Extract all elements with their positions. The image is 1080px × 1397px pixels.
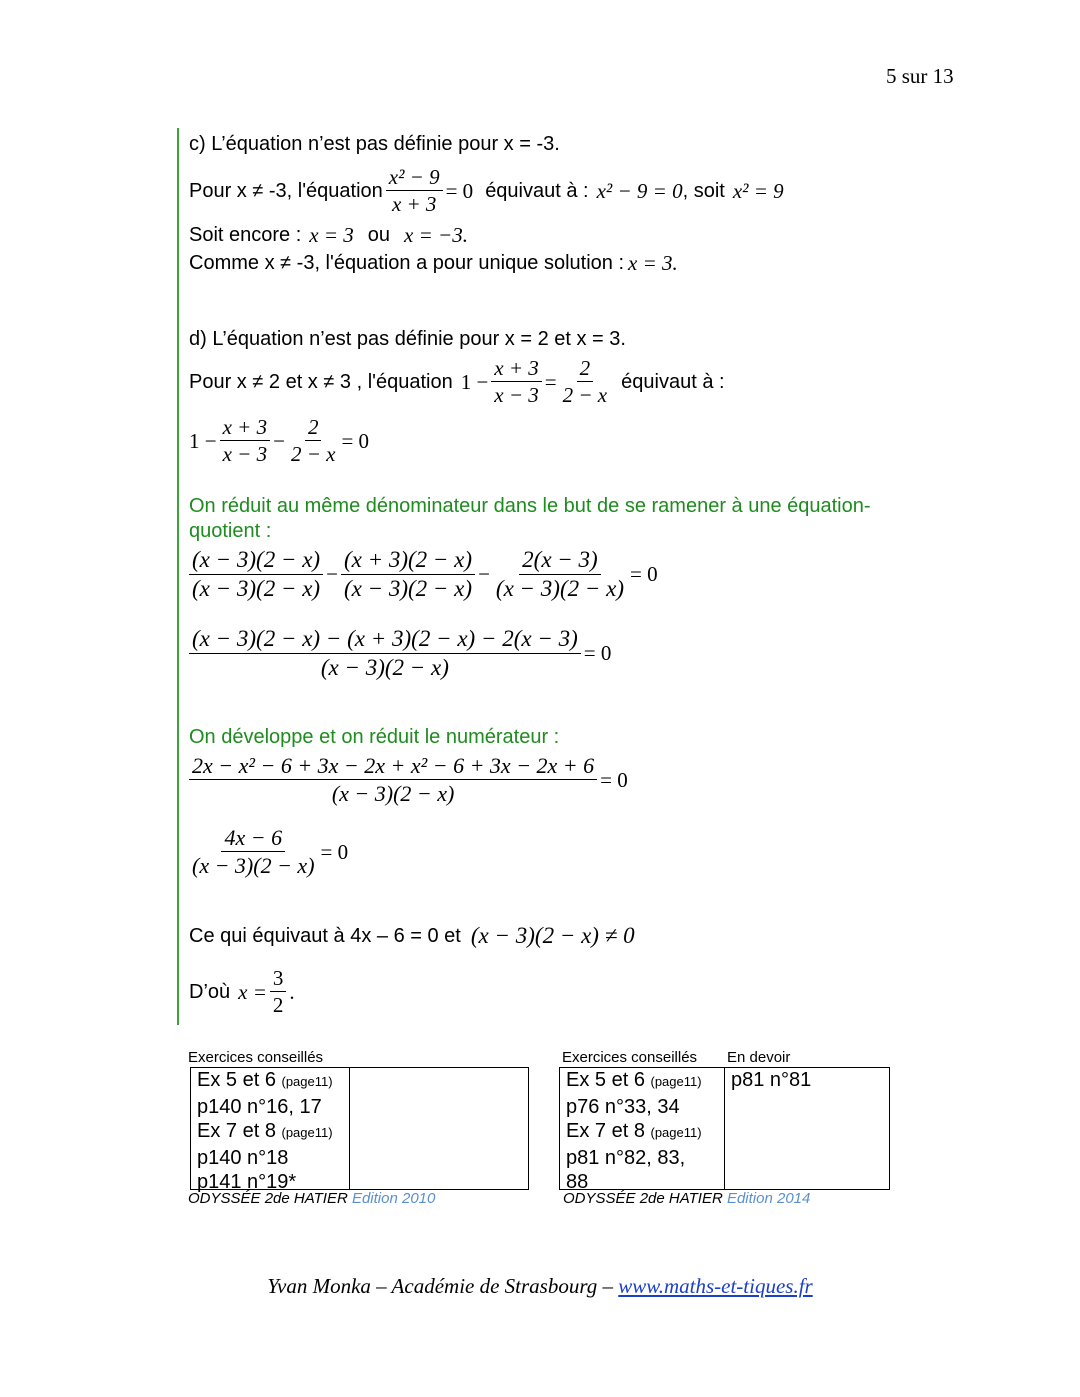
text: Edition 2010 (351, 1190, 436, 1207)
text: Ex 5 et 6 (566, 1069, 645, 1091)
math: x² = 9 (732, 178, 784, 203)
numerator: 2 (577, 356, 594, 382)
text: Ex 7 et 8 (197, 1120, 276, 1142)
text: Soit encore : (189, 224, 302, 246)
footer (0, 1274, 1080, 1299)
denominator: (x − 3)(2 − x) (331, 781, 455, 807)
text: (page11) (281, 1125, 333, 1140)
green-note-2: quotient : (189, 520, 272, 542)
text: Comme x ≠ -3, l'équation a pour unique solution : (189, 252, 625, 274)
math: = 0 (341, 428, 370, 453)
math: = 0 (600, 767, 628, 792)
math: = 0 (630, 562, 658, 587)
denominator: x + 3 (391, 192, 437, 217)
text: (page11) (281, 1074, 333, 1089)
exercise-item: p81 n°82, 83, (566, 1146, 686, 1169)
fraction (189, 625, 581, 682)
numerator: (x − 3)(2 − x) (189, 546, 323, 575)
math: − (478, 562, 490, 587)
exercise-item (560, 1068, 724, 1095)
numerator: 3 (270, 966, 287, 992)
c-line3 (189, 223, 468, 248)
math: = 0 (583, 641, 612, 666)
page-number: 5 sur 13 (886, 64, 954, 88)
numerator: 2 (305, 415, 322, 441)
fraction (220, 415, 271, 467)
green-note-3: On développe et on réduit le numérateur : (189, 726, 560, 748)
d-line3 (189, 415, 369, 467)
numerator: (x − 3)(2 − x) − (x + 3)(2 − x) − 2(x − 3) (189, 625, 581, 654)
math: − (326, 562, 338, 587)
exercise-item (191, 1119, 349, 1146)
math: = (544, 369, 557, 394)
numerator: 2(x − 3) (519, 546, 601, 575)
denominator: (x − 3)(2 − x) (192, 575, 321, 601)
math: x² − 9 = 0 (596, 178, 683, 203)
table2-source (563, 1190, 810, 1207)
fraction (493, 546, 627, 603)
numerator: 2x − x² − 6 + 3x − 2x + x² − 6 + 3x − 2x + 6 (189, 753, 597, 780)
text: ODYSSÉE 2de HATIER (563, 1190, 723, 1207)
numerator: (x + 3)(2 − x) (341, 546, 475, 575)
fraction (491, 356, 542, 408)
denominator: 2 − x (290, 442, 336, 467)
denominator: 2 − x (562, 383, 608, 408)
table2-header2: En devoir (727, 1049, 791, 1066)
denominator: 2 (272, 993, 284, 1018)
table1-source (188, 1190, 435, 1207)
table2-header: Exercices conseillés (562, 1049, 698, 1066)
math: x = 3 (309, 223, 354, 247)
fraction (341, 546, 475, 603)
margin-bar (177, 128, 179, 1025)
denominator: x − 3 (494, 383, 539, 408)
fraction (189, 825, 318, 880)
text: D’où (189, 980, 231, 1003)
empty-column (350, 1068, 528, 1189)
d-line5 (186, 625, 611, 682)
text: Pour x ≠ 2 et x ≠ 3 , l'équation (189, 370, 453, 393)
exercise-item: p140 n°18 (197, 1146, 289, 1169)
text: ODYSSÉE 2de HATIER (188, 1190, 348, 1207)
exercise-item: 88 (566, 1171, 589, 1193)
d-heading: d) L’équation n’est pas définie pour x = 2 et x = 3. (189, 328, 626, 350)
math: x = 3. (628, 251, 678, 275)
c-heading: c) L’équation n’est pas définie pour x = -3. (189, 133, 560, 155)
text: Pour x ≠ -3, l'équation (189, 179, 383, 202)
text: (page11) (650, 1074, 702, 1089)
math: = 0 (320, 839, 349, 864)
text: Edition 2014 (726, 1190, 811, 1207)
website-link[interactable]: www.maths-et-tiques.fr (618, 1274, 813, 1298)
text: , soit (682, 179, 725, 202)
denominator: (x − 3)(2 − x) (343, 575, 473, 601)
numerator: 4x − 6 (221, 825, 285, 852)
d-line9 (189, 966, 295, 1018)
math: = 0 (445, 178, 474, 203)
exercise-item (560, 1119, 724, 1146)
text: Ex 5 et 6 (197, 1069, 276, 1091)
d-line6 (186, 753, 628, 808)
d-line7 (186, 825, 348, 880)
fraction (270, 966, 287, 1018)
denominator: x − 3 (222, 442, 268, 467)
text: Ex 7 et 8 (566, 1120, 645, 1142)
exercises-table-2014 (559, 1067, 890, 1193)
text: ou (367, 224, 391, 246)
numerator: x² − 9 (386, 165, 443, 191)
d-line4 (186, 546, 658, 603)
fraction (288, 415, 339, 467)
math: 1 − (189, 428, 217, 453)
text: Ce qui équivaut à 4x – 6 = 0 et (189, 924, 461, 947)
numerator: x + 3 (491, 356, 542, 382)
math: x = (238, 979, 267, 1004)
exercise-item: p141 n°19* (197, 1171, 297, 1193)
fraction (386, 165, 443, 217)
table1-header: Exercices conseillés (188, 1049, 324, 1066)
denominator: (x − 3)(2 − x) (320, 654, 449, 680)
c-line4 (189, 251, 678, 276)
numerator: x + 3 (220, 415, 271, 441)
exercises-table-2010 (190, 1067, 529, 1193)
math: − (273, 428, 285, 453)
exercise-item: p76 n°33, 34 (566, 1095, 680, 1118)
exercises-column (560, 1068, 725, 1193)
d-line2 (189, 356, 725, 408)
math: . (289, 979, 295, 1004)
homework-column: p81 n°81 (731, 1069, 812, 1091)
text: équivaut à : (485, 179, 589, 202)
footer-author: Yvan Monka – Académie de Strasbourg – (267, 1274, 613, 1298)
denominator: (x − 3)(2 − x) (192, 853, 315, 879)
fraction (560, 356, 611, 408)
green-note-1: On réduit au même dénominateur dans le but de se ramener à une équation- (189, 495, 871, 517)
exercises-column (191, 1068, 350, 1193)
d-line8 (189, 923, 635, 949)
text: équivaut à : (621, 370, 725, 393)
math: 1 − (460, 369, 489, 394)
exercise-item (191, 1068, 349, 1095)
fraction (189, 753, 597, 808)
exercise-item: p140 n°16, 17 (197, 1095, 322, 1118)
text: (page11) (650, 1125, 702, 1140)
fraction (189, 546, 323, 603)
denominator: (x − 3)(2 − x) (495, 575, 625, 601)
c-line2 (189, 165, 784, 217)
math: (x − 3)(2 − x) ≠ 0 (470, 923, 635, 948)
math: x = −3. (404, 223, 468, 247)
